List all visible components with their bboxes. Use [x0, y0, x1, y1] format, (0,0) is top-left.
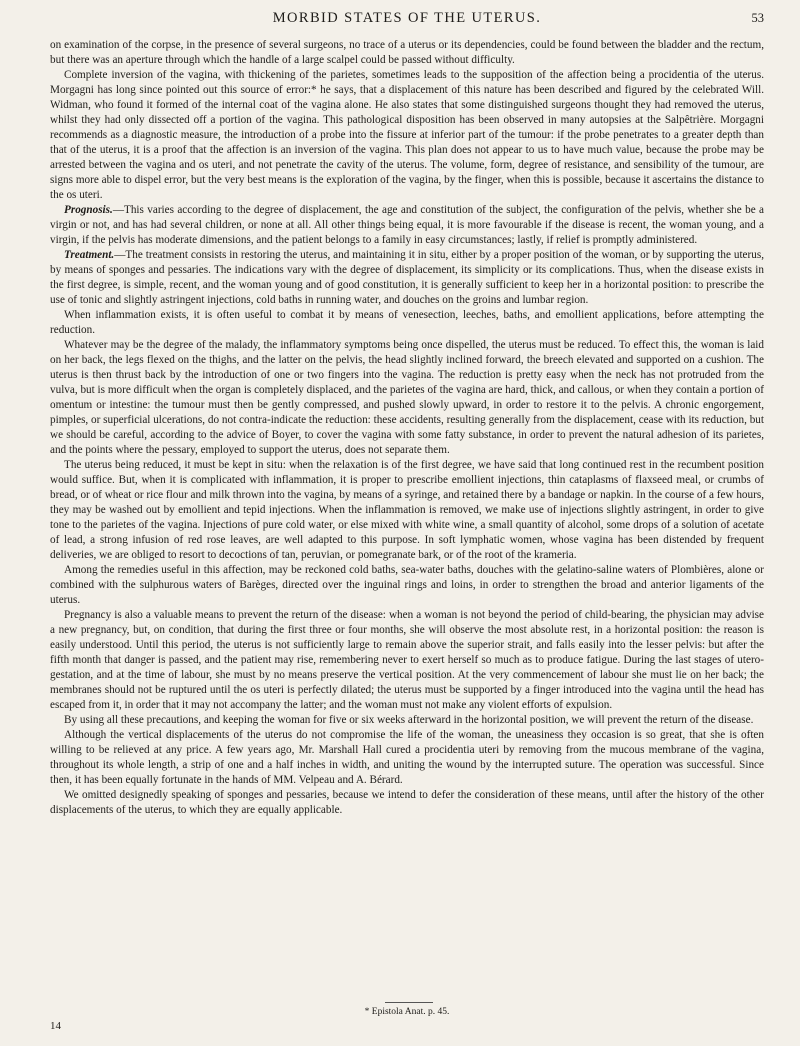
signature-mark: 14: [50, 1020, 61, 1032]
paragraph: Complete inversion of the vagina, with thickening of the parietes, sometimes leads to the supposition of the affection being a procidentia of the uterus. Morgagni has long since pointed out this source of error:* he says, that a displacement of this nature has been described and figured by the celebrated Will. Widman, who found it formed of the internal coat of the vagina alone. He also states that some distinguished surgeons thought they had removed the uterus, whilst they had only dissected off a portion of the vagina. This pathological disposition has been observed in many autopsies at the Salpêtrière. Morgagni recommends as a diagnostic measure, the introduction of a probe into the fissure at inferior part of the tumour: if the probe penetrates to a greater depth than that of the uterus, it is a proof that the affection is an inversion of the vagina. This plan does not appear to us to have much value, because the probe may be arrested between the vagina and os uteri, and not penetrate the cavity of the uterus. The volume, form, degree of resistance, and sensibility of the tumour, are signs more able to dispel error, but the very best means is the exploration of the vagina, by the finger, when this is possible, because it ascertains the distance to the os uteri.: [50, 69, 764, 201]
paragraph: The uterus being reduced, it must be kept in situ: when the relaxation is of the first degree, we have said that long continued rest in the recumbent position would suffice. But, when it is complicated with inflammation, it is proper to prescribe emollient injections, thin cataplasms of flaxseed meal, or crumbs of bread, or of wheat or rice flour and milk thrown into the vagina, by means of a syringe, and retained there by a bandage or napkin. In the course of a few hours, they may be washed out by emollient and tepid injections. When the inflammation is removed, we make use of injections slightly astringent, in order to give tone to the parietes of the vagina. Injections of pure cold water, or else mixed with white wine, a small quantity of alcohol, some drops of a solution of acetate of lead, a strong infusion of red rose leaves, are well adapted to this purpose. In soft lymphatic women, whose vagina has been distended by frequent deliveries, we are obliged to resort to decoctions of tan, peruvian, or pomegranate bark, or of the root of the krameria.: [50, 459, 764, 561]
paragraph-prognosis: Prognosis.—This varies according to the degree of displacement, the age and constitution of the subject, the configuration of the pelvis, whether she be a virgin or not, and has had several children, or none at all. All other things being equal, it is more favourable if the disease is recent, the woman young, and a virgin, if the pelvis has moderate dimensions, and the patient belongs to a family in easy circumstances; lastly, if relief is promptly administered.: [50, 204, 764, 246]
section-heading: Treatment.: [64, 249, 115, 261]
footnote-rule: [385, 1002, 433, 1003]
footnote: * Epistola Anat. p. 45.: [364, 1007, 450, 1017]
paragraph: on examination of the corpse, in the presence of several surgeons, no trace of a uterus or its dependencies, could be found between the bladder and the rectum, but there was an aperture through which the handle of a large scalpel could be passed without difficulty.: [50, 39, 764, 66]
paragraph: We omitted designedly speaking of sponges and pessaries, because we intend to defer the consideration of these means, until after the history of the other displacements of the uterus, to which they are equally applicable.: [50, 789, 764, 816]
paragraph: Although the vertical displacements of the uterus do not compromise the life of the woman, the uneasiness they occasion is so great, that she is often willing to be relieved at any price. A few years ago, Mr. Marshall Hall cured a procidentia uteri by removing from the mucous membrane of the vagina, throughout its whole length, a strip of one and a half inches in width, and uniting the wound by the interrupted suture. The operation was successful. Since then, it has been equally fortunate in the hands of MM. Velpeau and A. Bérard.: [50, 729, 764, 786]
paragraph-treatment: Treatment.—The treatment consists in restoring the uterus, and maintaining it in situ, either by a proper position of the woman, or by supporting the uterus, by means of sponges and pessaries. The indications vary with the degree of displacement, its simplicity or its complications. Thus, when the disease exists in the first degree, is simple, recent, and the woman young and of good constitution, it is generally sufficient to keep her in a horizontal position: to prescribe the use of tonic and slightly astringent injections, cold baths in running water, and douches on the groins and lumbar region.: [50, 249, 764, 306]
paragraph: When inflammation exists, it is often useful to combat it by means of venesection, leeches, baths, and emollient applications, before attempting the reduction.: [50, 309, 764, 336]
body-text: [50, 38, 764, 818]
page-header: [50, 9, 764, 27]
running-title: MORBID STATES OF THE UTERUS.: [272, 10, 542, 26]
page-number: 53: [751, 11, 764, 25]
paragraph: Pregnancy is also a valuable means to prevent the return of the disease: when a woman is not beyond the period of child-bearing, the physician may advise a new pregnancy, but, on condition, that during the first three or four months, she will observe the most absolute rest, in a horizontal position: the reason is easily understood. Until this period, the uterus is not sufficiently large to remain above the superior strait, and falls easily into the lesser pelvis: but after the fifth month that danger is passed, and the patient may rise, remembering never to exert herself so much as to produce fatigue. During the last stages of utero-gestation, and at the time of labour, she must by no means preserve the vertical position. At the very commencement of labour she must lie on her back; the membranes should not be ruptured until the os uteri is perfectly dilated; the uterus must be supported by a finger introduced into the vagina until the head has escaped from it, in order that it may not accompany the latter; and the woman must not make any violent efforts of expulsion.: [50, 609, 764, 711]
paragraph: Among the remedies useful in this affection, may be reckoned cold baths, sea-water baths, douches with the gelatino-saline waters of Plombières, alone or combined with the sulphurous waters of Barèges, directed over the inguinal rings and loins, in order to strengthen the broad and anterior ligaments of the uterus.: [50, 564, 764, 606]
paragraph: By using all these precautions, and keeping the woman for five or six weeks afterward in the horizontal position, we will prevent the return of the disease.: [64, 714, 754, 726]
section-heading: Prognosis.: [64, 204, 113, 216]
paragraph: Whatever may be the degree of the malady, the inflammatory symptoms being once dispelled, the uterus must be reduced. To effect this, the woman is laid on her back, the legs flexed on the thighs, and the latter on the pelvis, the head slightly inclined forward, the breech elevated and supported on a cushion. The uterus is then thrust back by the introduction of one or two fingers into the vagina. The reduction is pretty easy when the neck has not protruded from the vulva, but is more difficult when the organ is completely displaced, and the parietes of the vagina are hard, thick, and callous, or when they contain a portion of omentum or intestine: the tumour must then be gently compressed, and pushed slowly upward, in order to restore it to the pelvis. A chronic engorgement, pimples, or superficial ulcerations, do not contra-indicate the reduction: these accidents, resulting generally from the displacement, cease with its reduction, but we should be careful, according to the advice of Boyer, to cover the vagina with some fatty substance, in order to prevent the natural adhesion of its parietes, and the points where the pessary, employed to support the uterus, does not separate them.: [50, 339, 764, 456]
